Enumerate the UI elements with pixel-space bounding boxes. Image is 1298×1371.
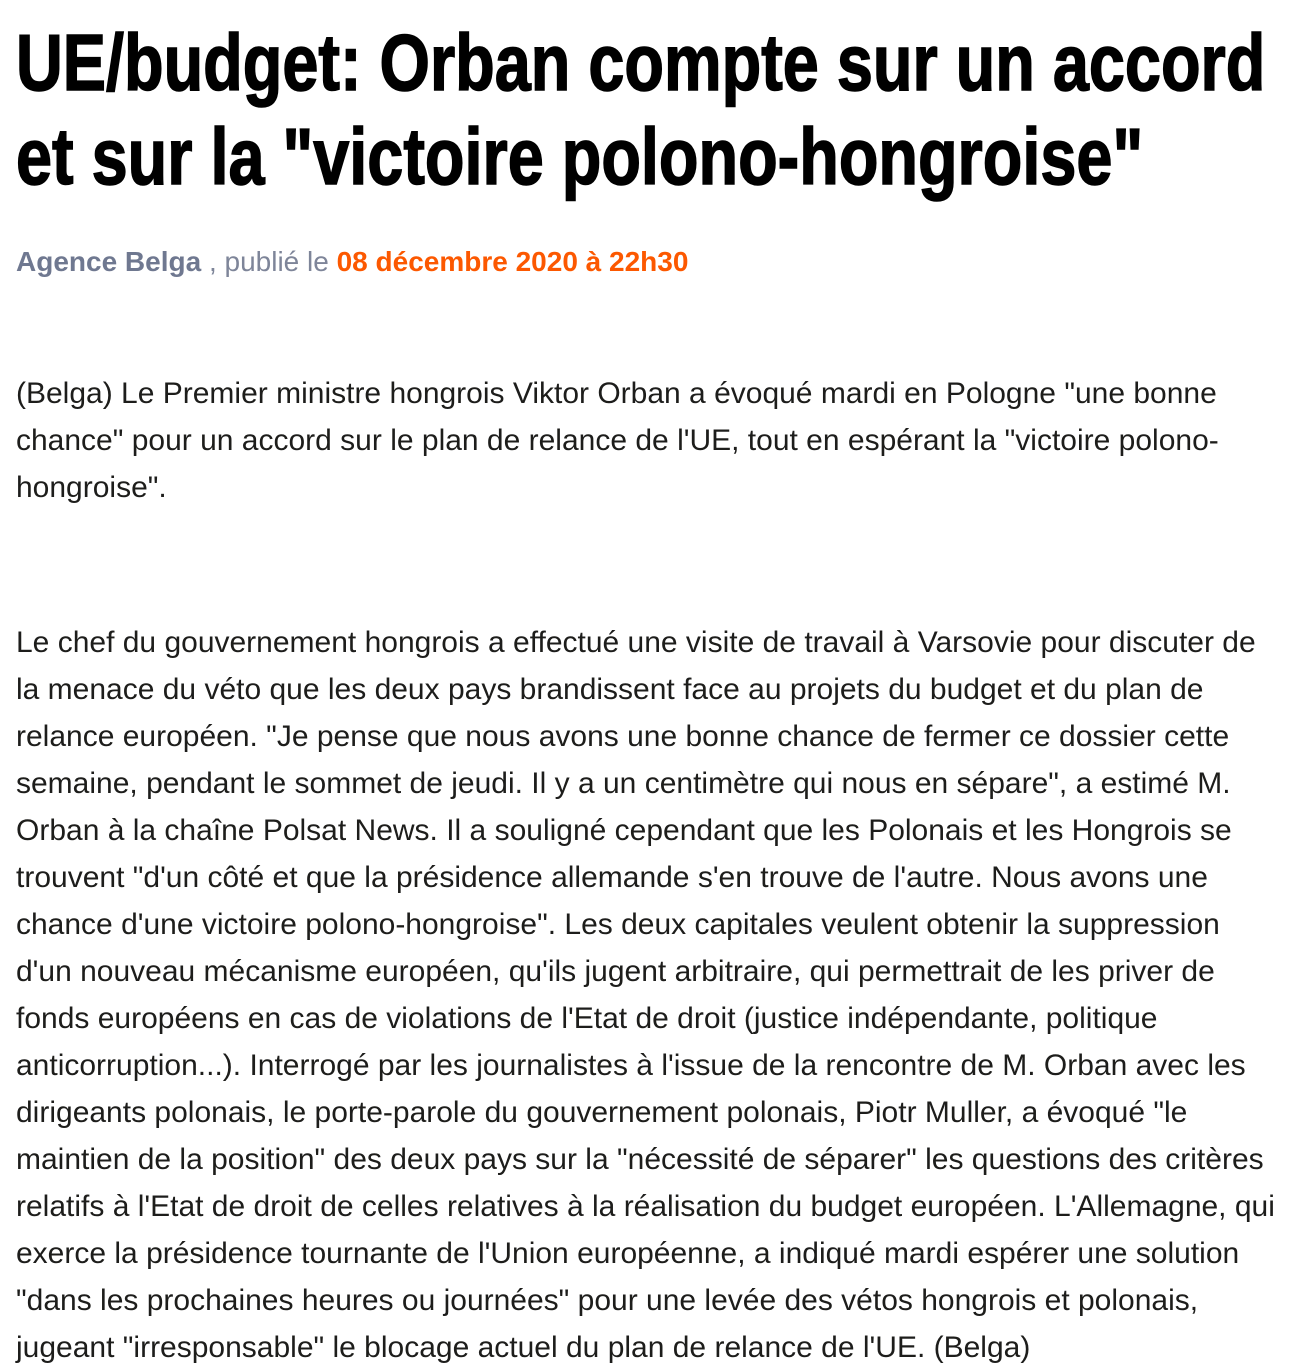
publish-date: 08 décembre 2020 à 22h30	[336, 246, 689, 277]
article-title	[16, 16, 1282, 204]
lead-paragraph: (Belga) Le Premier ministre hongrois Viktor Orban a évoqué mardi en Pologne "une bonne chance" pour un accord sur le plan de relance de l'UE, tout en espérant la "victoire polono-hongroise".	[16, 377, 1219, 504]
byline-published-label: , publié le	[208, 246, 329, 277]
article-title-line-1: UE/budget: Orban compte sur un accord	[16, 18, 1266, 107]
article-title-line-2: et sur la "victoire polono-hongroise"	[16, 112, 1144, 201]
article-page	[0, 16, 1298, 1371]
author-name: Agence Belga	[16, 246, 202, 277]
body-paragraph: Le chef du gouvernement hongrois a effectué une visite de travail à Varsovie pour discuter de la menace du véto que les deux pays brandissent face au projets du budget et du plan de relance européen. "Je pense que nous avons une bonne chance de fermer ce dossier cette semaine, pendant le sommet de jeudi. Il y a un centimètre qui nous en sépare", a estimé M. Orban à la chaîne Polsat News. Il a souligné cependant que les Polonais et les Hongrois se trouvent "d'un côté et que la présidence allemande s'en trouve de l'autre. Nous avons une chance d'une victoire polono-hongroise". Les deux capitales veulent obtenir la suppression d'un nouveau mécanisme européen, qu'ils jugent arbitraire, qui permettrait de les priver de fonds européens en cas de violations de l'Etat de droit (justice indépendante, politique anticorruption...). Interrogé par les journalistes à l'issue de la rencontre de M. Orban avec les dirigeants polonais, le porte-parole du gouvernement polonais, Piotr Muller, a évoqué "le maintien de la position" des deux pays sur la "nécessité de séparer" les questions des critères relatifs à l'Etat de droit de celles relatives à la réalisation du budget européen. L'Allemagne, qui exerce la présidence tournante de l'Union européenne, a indiqué mardi espérer une solution "dans les prochaines heures ou journées" pour une levée des vétos hongrois et polonais, jugeant "irresponsable" le blocage actuel du plan de relance de l'UE. (Belga)	[16, 626, 1275, 1364]
byline	[16, 246, 1282, 278]
